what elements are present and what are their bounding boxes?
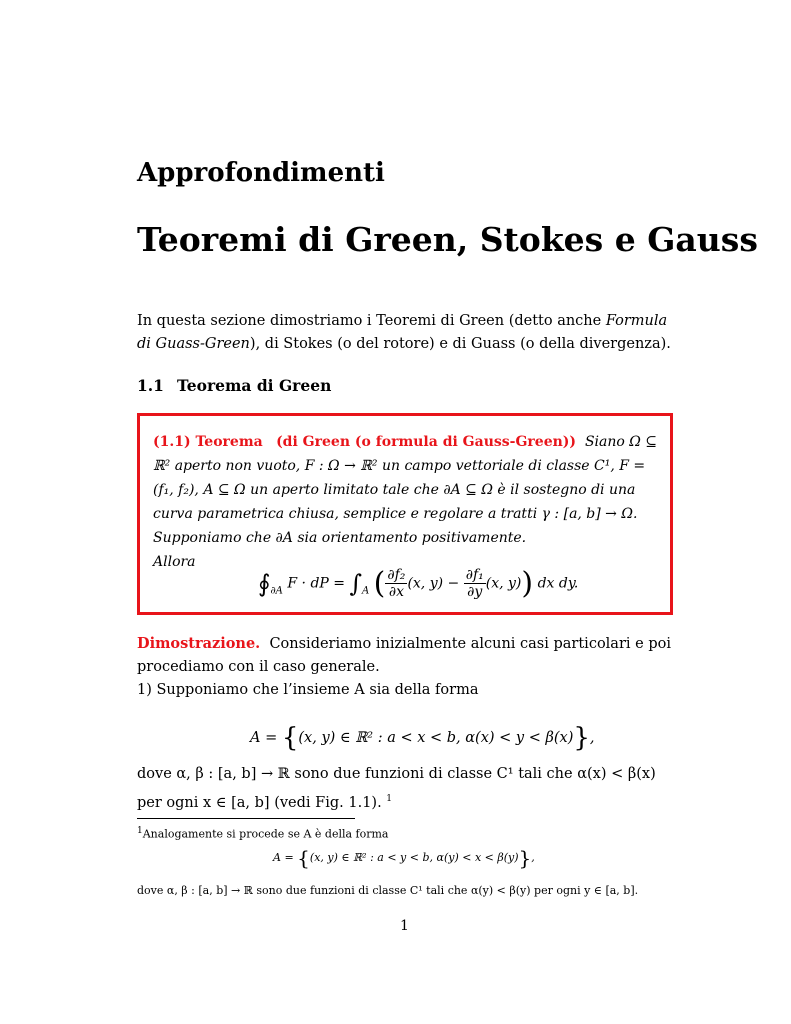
- double-integral-subscript: A: [361, 585, 370, 597]
- intro-text-italic: Formula di Guass-Green: [137, 313, 668, 352]
- contour-integral-subscript: ∂A: [270, 585, 283, 597]
- footnote-open-brace: {: [297, 846, 310, 870]
- theorem-body: Siano Ω ⊆ ℝ² aperto non vuoto, F : Ω → ℝ² un campo vettoriale di classe C¹, F = (f₁, f₂), A ⊆ Ω un aperto limitato tale che ∂A ⊆ Ω è il sostegno di una curva parametrica chiusa, semplice e regolare a tratti γ : [a, b] → Ω. Supponiamo che ∂A sia orientamento positivamente.: [153, 434, 658, 546]
- footnote-formula-lhs: A =: [273, 851, 294, 864]
- proof-paragraph: [137, 632, 677, 702]
- set-definition-formula: [250, 723, 595, 753]
- open-brace: {: [281, 723, 299, 753]
- formula-differential: dx dy.: [537, 575, 579, 592]
- footnote-close-brace: }: [518, 846, 532, 870]
- footnote-rule: [137, 818, 355, 819]
- fraction-df1-dy: $\frac{\text{∂f₁}}{\partial y}$: [465, 567, 484, 600]
- intro-text-after: ), di Stokes (o del rotore) e di Guass (o della divergenza).: [249, 336, 671, 352]
- theorem-then: Allora: [153, 554, 196, 570]
- section-heading: [137, 376, 331, 395]
- section-title: Teorema di Green: [177, 376, 332, 395]
- set-content: (x, y) ∈ ℝ² : a < x < b, α(x) < y < β(x): [298, 730, 574, 746]
- footnote-formula-end: ,: [531, 851, 535, 864]
- proof-case1: 1) Supponiamo che l’insieme A sia della forma: [137, 682, 479, 698]
- contour-integral-symbol: ∮: [258, 569, 271, 598]
- proof-label: Dimostrazione.: [137, 635, 261, 652]
- page-title: Teoremi di Green, Stokes e Gauss: [137, 220, 758, 259]
- intro-paragraph: [137, 310, 677, 356]
- footnote-text: Analogamente si procede se A è della forma: [142, 827, 389, 841]
- theorem-statement: [153, 430, 660, 574]
- footnote-reference[interactable]: 1: [386, 794, 393, 804]
- intro-text-before: In questa sezione dimostriamo i Teoremi di Green (detto anche: [137, 313, 606, 329]
- theorem-box: [137, 413, 673, 615]
- formula-mid: (x, y) −: [407, 575, 460, 592]
- section-number: 1.1: [137, 376, 164, 395]
- chapter-heading: Approfondimenti: [137, 158, 385, 188]
- set-lhs: A =: [250, 730, 278, 746]
- footnote: [137, 822, 677, 844]
- close-paren: ): [521, 566, 534, 601]
- after-set-paragraph: [137, 762, 677, 816]
- theorem-name: (di Green (o formula di Gauss-Green)): [276, 434, 577, 450]
- footnote-after: dove α, β : [a, b] → ℝ sono due funzioni di classe C¹ tali che α(y) < β(y) per ogni y ∈ [a, b].: [137, 884, 639, 897]
- formula-tail: (x, y): [485, 575, 522, 592]
- set-end: ,: [589, 730, 595, 746]
- page-number: 1: [400, 918, 409, 934]
- double-integral-symbol: ∫: [349, 569, 362, 598]
- footnote-mark: 1: [137, 826, 143, 836]
- formula-lhs: F · dP =: [287, 575, 346, 592]
- green-formula: [258, 566, 578, 601]
- close-brace: }: [573, 723, 590, 753]
- footnote-formula: [273, 846, 535, 870]
- after-set-text: dove α, β : [a, b] → ℝ sono due funzioni di classe C¹ tali che α(x) < β(x) per ogni x ∈ [a, b] (vedi Fig. 1.1).: [137, 766, 656, 811]
- open-paren: (: [373, 566, 386, 601]
- proof-text: Consideriamo inizialmente alcuni casi particolari e poi procediamo con il caso generale.: [137, 636, 671, 675]
- footnote-formula-content: (x, y) ∈ ℝ² : a < y < b, α(y) < x < β(y): [309, 851, 519, 864]
- theorem-label: (1.1) Teorema: [153, 434, 263, 450]
- fraction-df2-dx: $\frac{\text{∂f₂}}{\partial x}$: [387, 567, 406, 600]
